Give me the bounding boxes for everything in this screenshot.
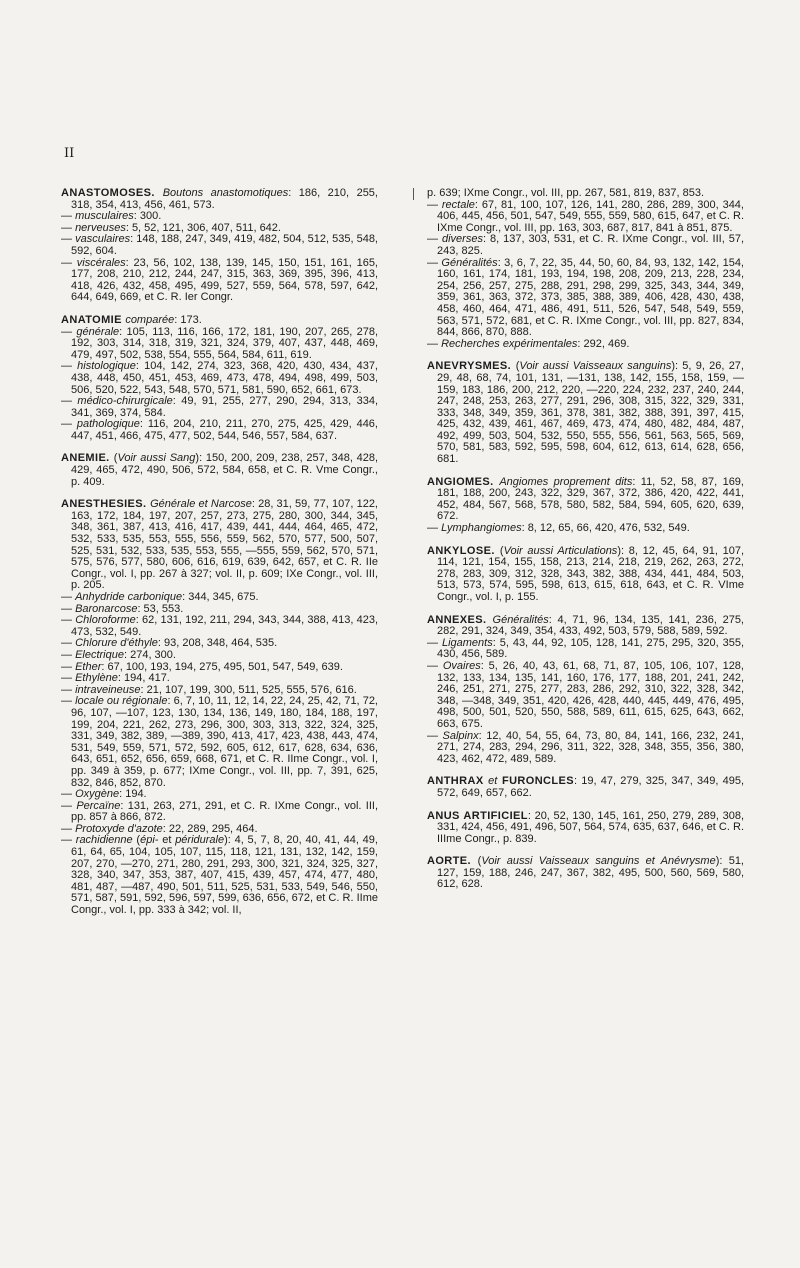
entry-text: ): 4, 5, 7, 8, 20, 40, 41, 44, 49, 61, 64, 65, 104, 105, 107, 115, 118, 121, 131, 132, 142, 159, 207, 270, —270, 271, 280, 291, 293, 300, 321, 324, 325, 327, 328, 340, 347, 353, 387, 407, 415, 439, 457, 474, 477, 480, 481, 487, —487, 490, 501, 511, 525, 531, 533, 549, 546, 550, 571, 587, 591, 592, 596, 597, 599, 636, 656, 672, et C. R. IIme Congr., vol. I, pp. 333 à 342; vol. II,: [71, 834, 378, 917]
entry-subject: Recherches expérimentales: [441, 337, 578, 350]
entry-subject: Ligaments: [441, 636, 493, 649]
entry-text: : 292, 469.: [577, 337, 630, 350]
index-entry: [427, 339, 744, 351]
index-entry: [61, 361, 378, 396]
entry-heading: ANESTHESIES.: [61, 498, 151, 511]
entry-subject: histologique: [77, 360, 136, 373]
entry-subject: musculaires: [75, 210, 134, 223]
entry-subject: viscérales: [76, 256, 126, 269]
entry-subject: Voir aussi Vaisseaux sanguins: [519, 360, 672, 373]
entry-text: —: [61, 325, 77, 338]
entry-subject: rachidienne: [75, 834, 133, 847]
index-entry: [61, 234, 378, 257]
entry-subject: médico-chirurgicale: [77, 395, 173, 408]
entry-text: : 131, 263, 271, 291, et C. R. IXme Congr., vol. III, pp. 857 à 866, 872.: [71, 799, 379, 824]
index-entry: [61, 396, 378, 419]
column-divider: [413, 188, 414, 200]
entry-text: —: [61, 695, 76, 708]
entry-text: : 105, 113, 116, 166, 172, 181, 190, 207, 265, 278, 192, 303, 314, 318, 319, 321, 324, 379, 407, 437, 448, 469, 479, 497, 502, 538, 554, 555, 564, 584, 611, 619.: [71, 325, 379, 361]
entry-subject: péridurale: [175, 834, 225, 847]
entry-text: —: [427, 659, 443, 672]
entry-text: —: [61, 788, 76, 801]
entry-subject: Anhydride carbonique: [75, 591, 183, 603]
entry-text: —: [61, 822, 76, 835]
entry-heading: ANEMIE.: [61, 452, 114, 465]
entry-text: : 6, 7, 10, 11, 12, 14, 22, 24, 25, 42, 71, 72, 96, 107, —107, 123, 130, 134, 136, 149, 180, 184, 188, 197, 199, 204, 221, 262, 273, 296, 300, 303, 313, 322, 324, 325, 331, 349, 382, 389, —389, 390, 413, 417, 423, 438, 443, 474, 531, 549, 559, 571, 572, 592, 605, 612, 617, 628, 634, 636, 643, 651, 652, 656, 659, 668, 671, et C. R. IIme Congr., vol. I, pp. 349 à 359, p. 677; IXme Congr., vol. III, pp. 7, 391, 625, 832, 846, 852, 870.: [71, 695, 378, 789]
entry-subject: Protoxyde d'azote: [75, 822, 163, 835]
entry-text: (: [132, 834, 141, 847]
entry-subject: Voir aussi Vaisseaux sanguins et Anévrysme: [481, 855, 716, 868]
entry-text: : 194, 417.: [117, 672, 170, 685]
entry-text: (: [477, 855, 482, 868]
entry-text: —: [61, 672, 76, 685]
entry-subject: Baronarcose: [75, 602, 138, 615]
entry-subject: intraveineuse: [75, 683, 141, 696]
entry-subject: locale ou régionale: [75, 695, 168, 708]
entry-text: —: [61, 418, 77, 431]
index-entry: [427, 361, 744, 465]
entry-text: —: [61, 210, 76, 223]
entry-text: : 3, 6, 7, 22, 35, 44, 50, 60, 84, 93, 132, 142, 154, 160, 161, 174, 181, 193, 194, 198, 208, 209, 213, 228, 234, 254, 256, 257, 275, 288, 291, 298, 299, 325, 343, 344, 349, 359, 361, 363, 372, 373, 385, 388, 389, 406, 428, 430, 438, 458, 460, 464, 471, 486, 491, 511, 526, 547, 548, 549, 559, 563, 571, 572, 681, et C. R. IXme Congr., vol. III, pp. 827, 834, 844, 866, 870, 888.: [437, 256, 744, 339]
entry-subject: Ovaires: [442, 659, 481, 672]
index-entry: [427, 661, 744, 731]
entry-heading: ANGIOMES.: [427, 475, 500, 488]
entry-text: —: [61, 683, 76, 696]
index-entry: [61, 615, 378, 638]
entry-heading: AORTE.: [427, 855, 478, 868]
entry-text: : 22, 289, 295, 464.: [162, 822, 258, 835]
entry-subject: Voir aussi Sang: [117, 452, 196, 465]
index-entry: [427, 234, 744, 257]
entry-text: : 186, 210, 255, 318, 354, 413, 456, 461, 573.: [71, 187, 378, 211]
entry-text: et: [158, 834, 176, 847]
entry-text: (: [499, 544, 504, 557]
entry-text: —: [427, 337, 442, 350]
entry-subject: comparée: [125, 313, 175, 326]
entry-heading: ANATOMIE: [61, 313, 126, 326]
entry-subject: Electrique: [75, 648, 124, 661]
entry-text: —: [61, 360, 78, 373]
entry-text: —: [61, 660, 76, 673]
index-entry: [61, 453, 378, 488]
entry-subject: Généralités: [492, 613, 549, 626]
page-number: II: [64, 146, 75, 161]
index-entry: [427, 811, 744, 846]
entry-text: (: [113, 452, 118, 465]
entry-heading: ANUS ARTIFICIEL: [427, 809, 528, 822]
entry-text: —: [61, 233, 76, 246]
entry-heading: ANASTOMOSES.: [61, 187, 163, 199]
entry-text: p. 639; IXme Congr., vol. III, pp. 267, 581, 819, 837, 853.: [427, 187, 705, 199]
index-entry: [427, 546, 744, 604]
entry-heading: FURONCLES: [497, 775, 574, 788]
entry-text: : 344, 345, 675.: [182, 591, 259, 603]
entry-text: : 67, 100, 193, 194, 275, 495, 501, 547, 549, 639.: [101, 660, 343, 673]
entry-subject: Lymphangiomes: [441, 522, 522, 535]
index-entry: [427, 523, 744, 535]
entry-text: : 19, 47, 279, 325, 347, 349, 495, 572, 649, 657, 662.: [437, 775, 745, 799]
index-entry: [61, 419, 378, 442]
index-entry: [61, 499, 378, 592]
entry-text: : 93, 208, 348, 464, 535.: [157, 637, 278, 650]
entry-subject: Percaïne: [76, 799, 121, 812]
entry-text: : 5, 43, 44, 92, 105, 128, 141, 275, 295, 320, 355, 430, 456, 589.: [437, 636, 745, 661]
entry-text: —: [61, 648, 76, 661]
entry-subject: vasculaires: [75, 233, 131, 246]
entry-text: : 300.: [133, 210, 162, 223]
entry-subject: nerveuses: [75, 221, 126, 234]
entry-subject: Ether: [75, 660, 102, 673]
right-column: [427, 188, 744, 891]
entry-heading: ANNEXES.: [427, 613, 493, 626]
entry-text: —: [427, 636, 442, 649]
entry-text: : 53, 553.: [137, 602, 184, 615]
entry-subject: Générale et Narcose: [150, 498, 252, 511]
left-column: [61, 188, 378, 917]
entry-text: —: [61, 256, 77, 269]
entry-text: —: [427, 198, 442, 211]
index-entry: [427, 477, 744, 523]
index-entry: [427, 615, 744, 638]
entry-text: : 104, 142, 274, 323, 368, 420, 430, 434, 437, 438, 448, 450, 451, 453, 469, 473, 478, 494, 498, 499, 503, 506, 520, 522, 543, 548, 570, 571, 581, 590, 652, 661, 673.: [71, 360, 378, 396]
entry-subject: Salpinx: [442, 729, 479, 742]
entry-text: —: [427, 256, 442, 269]
entry-text: ): 150, 200, 209, 238, 257, 348, 428, 429, 465, 472, 490, 506, 572, 584, 658, et C. R. Vme Congr., p. 409.: [71, 452, 379, 488]
index-entry: [61, 835, 378, 916]
entry-text: —: [427, 729, 443, 742]
index-entry: [427, 731, 744, 766]
entry-text: —: [427, 233, 442, 246]
index-entry: [427, 258, 744, 339]
entry-subject: Ethylène: [75, 672, 118, 685]
entry-heading: ANKYLOSE.: [427, 544, 500, 557]
entry-text: : 4, 71, 96, 134, 135, 141, 236, 275, 282, 291, 324, 349, 354, 433, 492, 503, 579, 588, 589, 592.: [437, 613, 744, 638]
entry-text: : 148, 188, 247, 349, 419, 482, 504, 512, 535, 548, 592, 604.: [71, 233, 378, 257]
entry-text: : 11, 52, 58, 87, 169, 181, 188, 200, 243, 322, 329, 367, 372, 386, 420, 422, 441, 452, 484, 567, 568, 578, 580, 582, 584, 594, 605, 620, 639, 672.: [437, 475, 744, 523]
index-entry: [427, 638, 744, 661]
entry-subject: générale: [76, 325, 120, 338]
entry-text: : 12, 40, 54, 55, 64, 73, 80, 84, 141, 166, 232, 241, 271, 274, 283, 294, 296, 311, 322, 328, 348, 355, 356, 380, 423, 462, 472, 489, 589.: [437, 729, 744, 765]
entry-text: —: [61, 834, 76, 847]
entry-text: : 23, 56, 102, 138, 139, 145, 150, 151, 161, 165, 177, 208, 210, 212, 244, 247, 315, 363, 369, 395, 396, 413, 418, 426, 432, 458, 495, 499, 527, 559, 564, 578, 597, 642, 644, 649, 669, et C. R. Ier Congr.: [71, 256, 378, 304]
entry-text: : 20, 52, 130, 145, 161, 250, 279, 289, 308, 331, 424, 456, 491, 496, 507, 564, 574, 635, 637, 646, et C. R. IIIme Congr., p. 839.: [437, 809, 745, 845]
entry-text: : 8, 12, 65, 66, 420, 476, 532, 549.: [521, 522, 690, 535]
entry-text: : 49, 91, 255, 277, 290, 294, 313, 334, 341, 369, 374, 584.: [71, 395, 379, 419]
entry-text: : 62, 131, 192, 211, 294, 343, 344, 388, 413, 423, 473, 532, 549.: [71, 614, 379, 638]
entry-text: : 21, 107, 199, 300, 511, 525, 555, 576, 616.: [140, 683, 357, 696]
entry-text: : 274, 300.: [123, 648, 176, 661]
entry-subject: et: [488, 775, 498, 788]
entry-subject: diverses: [441, 233, 483, 246]
entry-text: : 5, 26, 40, 43, 61, 68, 71, 87, 105, 106, 107, 128, 132, 133, 134, 135, 141, 160, 176, 177, 188, 201, 241, 242, 246, 251, 271, 275, 277, 283, 286, 292, 310, 322, 328, 342, 348, —348, 349, 351, 420, 426, 428, 440, 445, 449, 476, 495, 498, 500, 501, 520, 550, 588, 589, 611, 615, 625, 643, 662, 663, 675.: [437, 659, 744, 730]
entry-subject: Généralités: [441, 256, 498, 269]
entry-subject: Oxygène: [75, 788, 120, 801]
entry-heading: ANEVRYSMES.: [427, 360, 516, 373]
index-entry: [61, 801, 378, 824]
index-entry: [61, 258, 378, 304]
entry-subject: Boutons anastomotiques: [162, 187, 289, 199]
entry-text: —: [61, 614, 76, 627]
entry-text: : 116, 204, 210, 211, 270, 275, 425, 429, 446, 447, 451, 466, 475, 477, 502, 544, 546, 557, 584, 637.: [71, 418, 378, 442]
entry-text: : 173.: [174, 313, 202, 326]
index-entry: [61, 327, 378, 362]
entry-text: : 8, 137, 303, 531, et C. R. IXme Congr., vol. III, 57, 243, 825.: [437, 233, 745, 257]
entry-text: ): 8, 12, 45, 64, 91, 107, 114, 121, 154, 155, 158, 213, 214, 218, 219, 262, 263, 272, 278, 283, 309, 312, 328, 343, 382, 388, 434, 441, 484, 503, 513, 573, 574, 595, 598, 613, 615, 618, 643, et C. R. VIme Congr., vol. I, p. 155.: [437, 544, 745, 603]
entry-heading: ANTHRAX: [427, 775, 489, 788]
entry-text: —: [61, 221, 76, 234]
entry-subject: pathologique: [76, 418, 140, 431]
entry-text: —: [427, 522, 442, 535]
entry-text: —: [61, 602, 76, 615]
index-entry: [61, 696, 378, 789]
entry-subject: Voir aussi Articulations: [503, 544, 618, 557]
entry-text: : 5, 52, 121, 306, 407, 511, 642.: [125, 221, 281, 234]
entry-text: —: [61, 799, 77, 812]
entry-subject: Chlorure d'éthyle: [75, 637, 158, 650]
index-entry: [427, 856, 744, 891]
entry-subject: épi-: [140, 834, 159, 847]
entry-subject: rectale: [441, 198, 475, 211]
entry-text: : 67, 81, 100, 107, 126, 141, 280, 286, 289, 300, 344, 406, 445, 456, 501, 547, 549, 555, 559, 580, 615, 647, et C. R. IXme Congr., vol. III, pp. 163, 303, 687, 817, 841 à 851, 875.: [437, 198, 744, 234]
entry-text: (: [515, 360, 520, 373]
entry-text: : 194.: [119, 788, 147, 801]
entry-text: —: [61, 591, 76, 603]
entry-subject: Chloroforme: [75, 614, 136, 627]
entry-text: : 28, 31, 59, 77, 107, 122, 163, 172, 184, 197, 207, 257, 273, 275, 280, 300, 344, 345, 348, 361, 387, 413, 416, 417, 439, 441, 444, 464, 465, 472, 532, 533, 535, 553, 555, 556, 559, 562, 570, 577, 500, 507, 525, 531, 532, 533, 535, 553, 555, —555, 559, 562, 570, 571, 575, 576, 577, 580, 606, 616, 619, 639, 642, 657, et C. R. IIe Congr., vol. I, pp. 267 à 327; vol. II, p. 609; IXe Congr., vol. III, p. 205.: [71, 498, 378, 592]
entry-text: —: [61, 395, 78, 408]
entry-subject: Angiomes proprement dits: [499, 475, 633, 488]
entry-text: —: [61, 637, 76, 650]
index-entry: [427, 776, 744, 799]
entry-text: ): 51, 127, 159, 188, 246, 247, 367, 382, 495, 500, 560, 569, 580, 612, 628.: [437, 855, 744, 891]
index-entry: [427, 200, 744, 235]
index-entry: [61, 188, 378, 211]
entry-text: ): 5, 9, 26, 27, 29, 48, 68, 74, 101, 131, —131, 138, 142, 155, 158, 159, —159, 183, 186, 200, 212, 220, —220, 224, 232, 237, 240, 244, 247, 248, 253, 263, 277, 291, 296, 308, 315, 322, 329, 331, 333, 348, 349, 359, 361, 378, 381, 382, 388, 391, 397, 415, 425, 432, 439, 461, 467, 469, 473, 474, 480, 482, 484, 487, 492, 499, 503, 504, 532, 550, 555, 556, 561, 563, 565, 569, 570, 581, 583, 592, 595, 598, 604, 612, 613, 614, 628, 656, 681.: [437, 360, 744, 466]
